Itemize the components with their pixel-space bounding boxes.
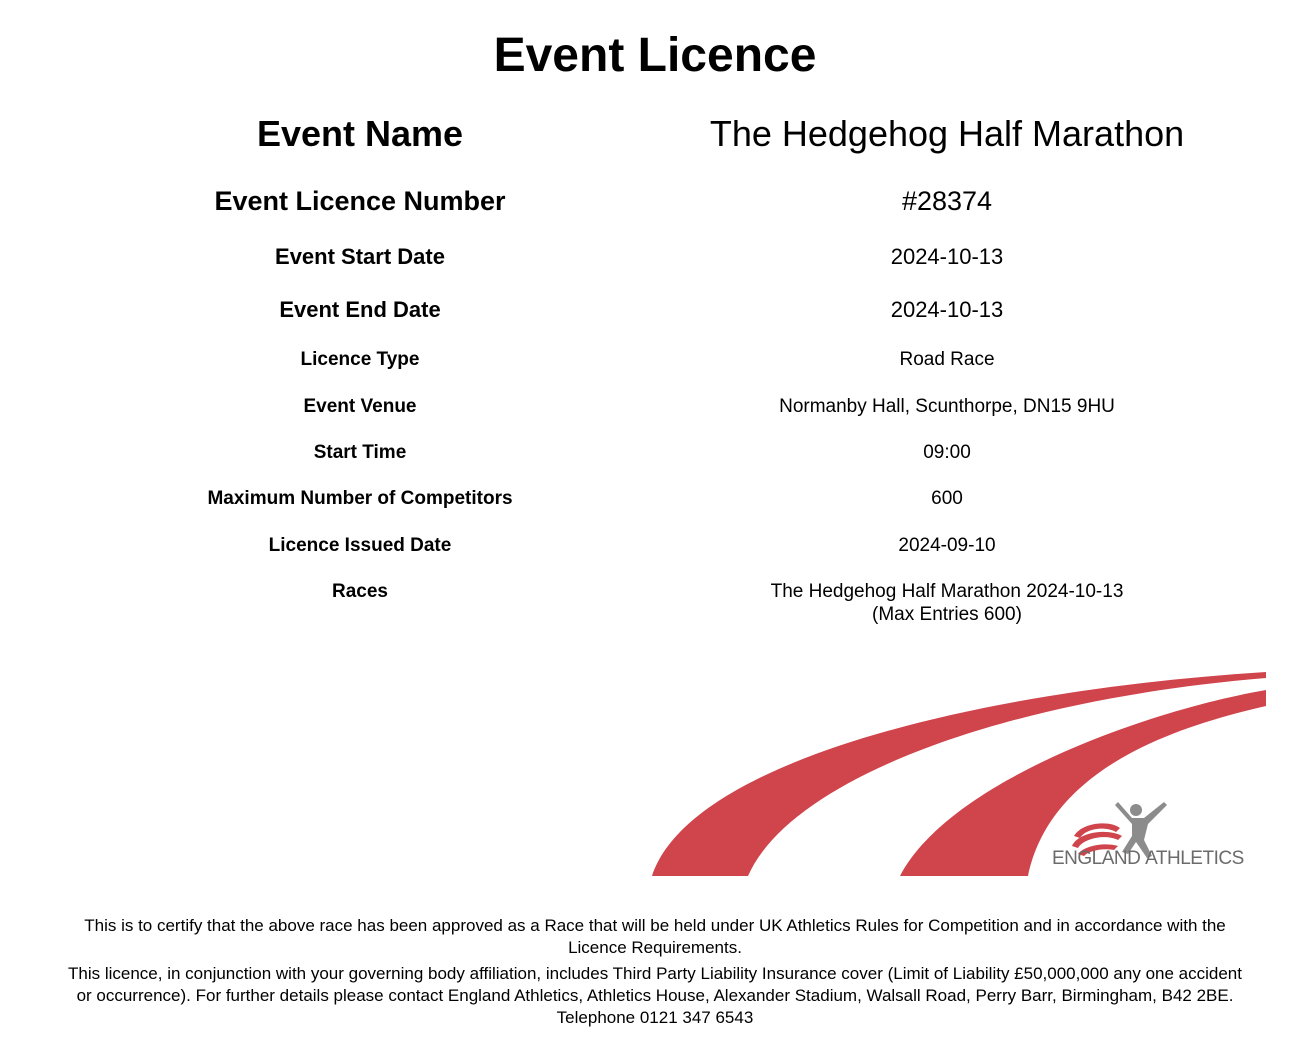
race-max-entries: (Max Entries 600): [872, 604, 1022, 625]
field-label: Start Time: [313, 442, 407, 463]
field-label: Licence Issued Date: [268, 535, 452, 556]
insurance-statement: This licence, in conjunction with your governing body affiliation, includes Third Party Liability Insurance cover (Limit of Liability £50,000,000 any one accident or occurrence). For further details please contact England Athletics, Athletics House, Alexander Stadium, Walsall Road, Perry Barr, Birmingham, B42 2BE. Telephone 0121 347 6543: [68, 964, 1242, 1027]
field-value: 2024-09-10: [898, 535, 996, 556]
field-label: Event Name: [256, 113, 464, 154]
field-value: [640, 580, 1254, 626]
logo-wordmark: ENGLAND ATHLETICS: [1052, 848, 1244, 869]
field-value: 600: [931, 488, 963, 509]
field-value: #28374: [901, 186, 993, 216]
certification-statement: This is to certify that the above race has been approved as a Race that will be held under UK Athletics Rules for Competition and in accordance with the Licence Requirements.: [84, 916, 1226, 957]
field-label: Event Licence Number: [214, 186, 506, 216]
race-entry: The Hedgehog Half Marathon 2024-10-13: [770, 581, 1124, 602]
field-label: Event Venue: [303, 396, 417, 417]
field-label: Event Start Date: [275, 244, 445, 269]
field-value: 09:00: [923, 442, 971, 463]
page-title: Event Licence: [493, 29, 817, 82]
field-value: Road Race: [899, 349, 995, 370]
field-label: Licence Type: [300, 349, 420, 370]
field-value: 2024-10-13: [890, 244, 1004, 269]
field-value: Normanby Hall, Scunthorpe, DN15 9HU: [779, 396, 1115, 417]
field-label: Races: [332, 581, 388, 602]
field-value: 2024-10-13: [890, 297, 1004, 322]
field-label: Event End Date: [279, 297, 441, 322]
field-label: Maximum Number of Competitors: [207, 488, 513, 509]
field-value: The Hedgehog Half Marathon: [709, 113, 1185, 154]
